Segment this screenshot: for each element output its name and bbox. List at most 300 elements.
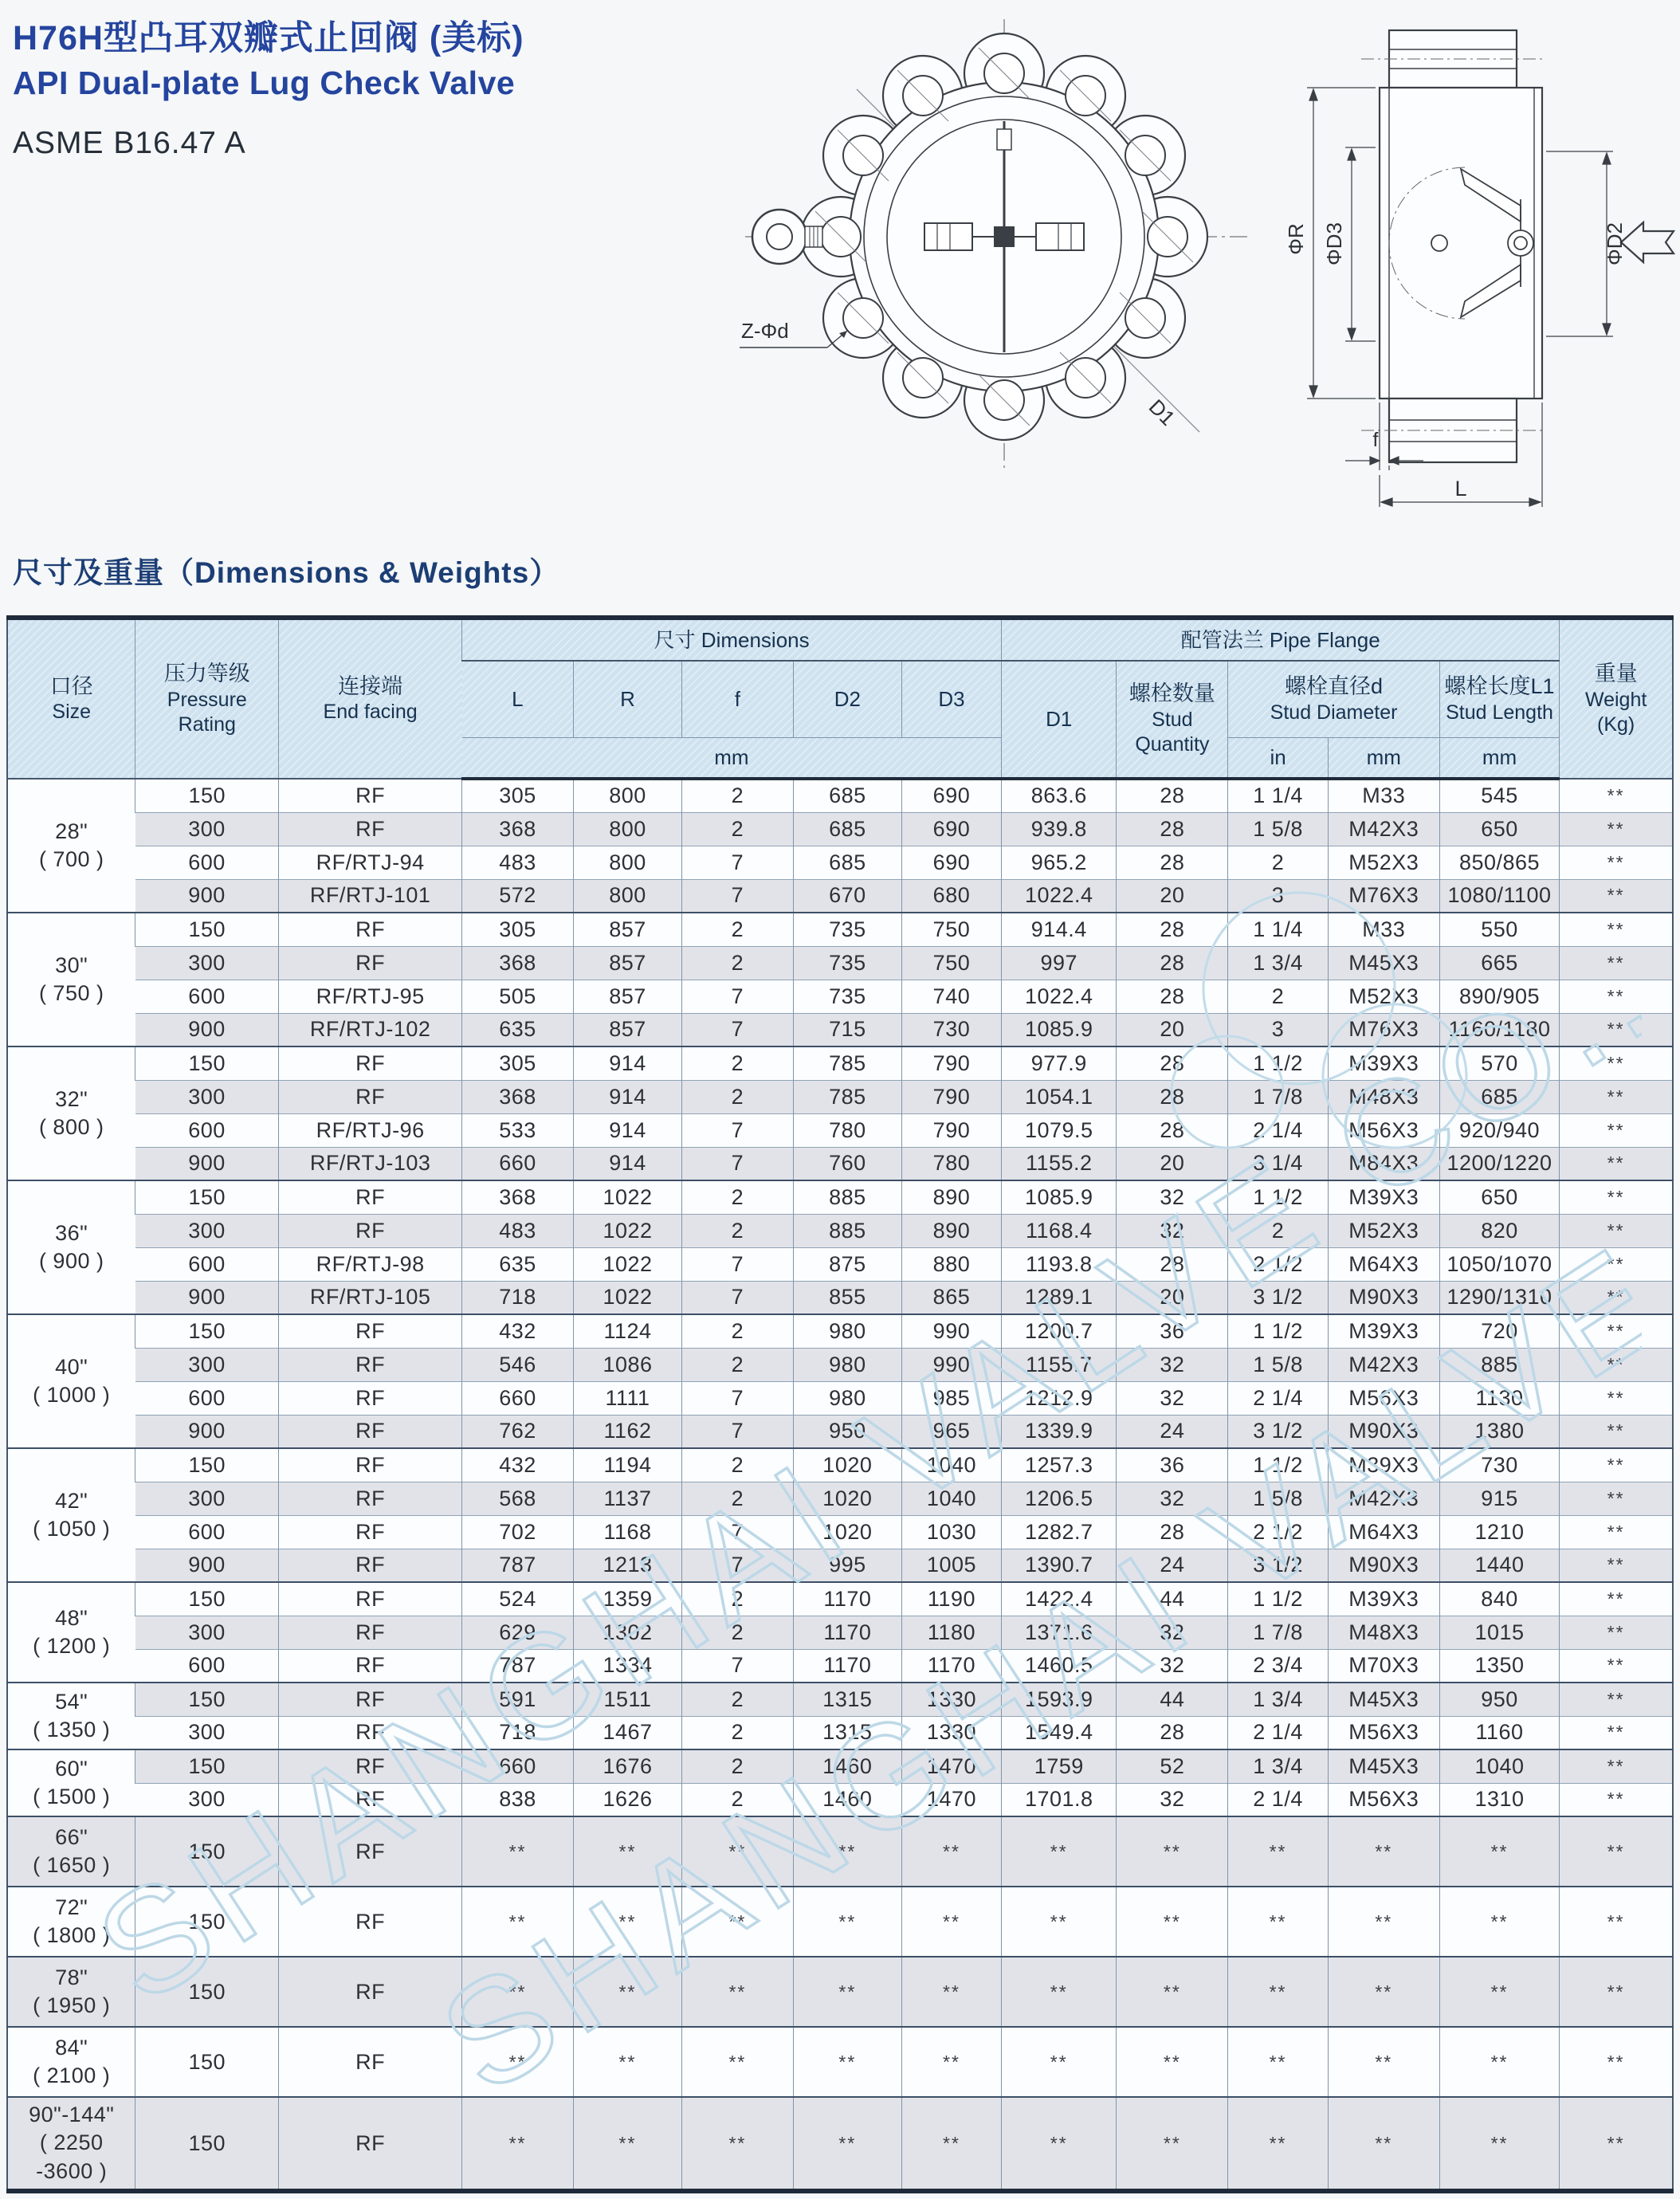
cell-stud-length: ** — [1439, 2097, 1559, 2191]
cell-pressure: 150 — [135, 1749, 279, 1783]
table-row — [7, 1113, 1673, 1147]
cell-dim-r: 857 — [574, 980, 682, 1013]
cell-dim-f: ** — [681, 2097, 793, 2191]
table-row — [7, 1415, 1673, 1448]
cell-dim-d2: 685 — [793, 846, 901, 879]
cell-stud-length: 665 — [1439, 946, 1559, 980]
page-title-en: API Dual-plate Lug Check Valve — [13, 65, 516, 101]
cell-dim-f: 2 — [681, 1683, 793, 1716]
cell-dim-d2: 1020 — [793, 1515, 901, 1549]
cell-stud-qty: ** — [1117, 1816, 1228, 1887]
cell-dim-d3: 965 — [901, 1415, 1001, 1448]
cell-stud-dia-mm: M48X3 — [1328, 1616, 1439, 1649]
cell-pressure: 300 — [135, 1616, 279, 1649]
cell-dim-l: 702 — [462, 1515, 574, 1549]
cell-dim-d3: 990 — [901, 1314, 1001, 1348]
table-row — [7, 1816, 1673, 1887]
cell-end-facing: RF — [279, 1046, 462, 1080]
cell-dim-l: 368 — [462, 812, 574, 846]
cell-stud-dia-mm: M42X3 — [1328, 1348, 1439, 1381]
cell-stud-dia-in: 3 1/2 — [1228, 1281, 1328, 1314]
cell-dim-r: 914 — [574, 1113, 682, 1147]
cell-stud-dia-mm: M39X3 — [1328, 1582, 1439, 1616]
cell-weight: ** — [1560, 1649, 1673, 1683]
cell-stud-dia-mm: M33 — [1328, 913, 1439, 946]
cell-stud-dia-mm: M52X3 — [1328, 980, 1439, 1013]
cell-stud-dia-mm: M33 — [1328, 779, 1439, 812]
cell-d1: 1022.4 — [1002, 879, 1117, 913]
header-stud-length: 螺栓长度L1 Stud Length — [1439, 661, 1559, 737]
header-pressure: 压力等级 Pressure Rating — [135, 618, 279, 779]
cell-weight: ** — [1560, 1281, 1673, 1314]
cell-dim-l: 368 — [462, 1180, 574, 1214]
header-col-d1: D1 — [1002, 661, 1117, 779]
cell-weight: ** — [1560, 1957, 1673, 2027]
cell-stud-qty: 32 — [1117, 1616, 1228, 1649]
cell-end-facing: RF — [279, 913, 462, 946]
header-dia-mm: mm — [1328, 737, 1439, 779]
size-cell: 48" ( 1200 ) — [7, 1582, 135, 1683]
cell-dim-r: 1137 — [574, 1482, 682, 1515]
cell-pressure: 300 — [135, 1783, 279, 1816]
table-row — [7, 1046, 1673, 1080]
cell-dim-d2: ** — [793, 1816, 901, 1887]
table-row — [7, 1482, 1673, 1515]
cell-dim-f: 7 — [681, 1147, 793, 1180]
cell-dim-f: 7 — [681, 1113, 793, 1147]
cell-stud-dia-mm: M39X3 — [1328, 1448, 1439, 1482]
cell-pressure: 150 — [135, 1046, 279, 1080]
cell-weight: ** — [1560, 1448, 1673, 1482]
cell-d1: 1339.9 — [1002, 1415, 1117, 1448]
cell-stud-dia-mm: M39X3 — [1328, 1046, 1439, 1080]
cell-weight: ** — [1560, 1314, 1673, 1348]
cell-stud-dia-in: ** — [1228, 1957, 1328, 2027]
cell-weight: ** — [1560, 1482, 1673, 1515]
cell-stud-dia-mm: M45X3 — [1328, 946, 1439, 980]
cell-dim-f: 7 — [681, 1649, 793, 1683]
cell-stud-qty: 28 — [1117, 1080, 1228, 1113]
cell-end-facing: RF — [279, 1616, 462, 1649]
cell-stud-dia-mm: ** — [1328, 2027, 1439, 2097]
cell-weight: ** — [1560, 1549, 1673, 1582]
cell-dim-r: 1162 — [574, 1415, 682, 1448]
table-row — [7, 2097, 1673, 2191]
table-row — [7, 1381, 1673, 1415]
table-row — [7, 779, 1673, 812]
cell-stud-qty: 28 — [1117, 946, 1228, 980]
cell-dim-d2: 1460 — [793, 1749, 901, 1783]
header-dims-unit: mm — [462, 737, 1002, 779]
cell-dim-l: 787 — [462, 1649, 574, 1683]
cell-end-facing: RF/RTJ-98 — [279, 1247, 462, 1281]
cell-end-facing: RF — [279, 1716, 462, 1749]
cell-stud-dia-in: 1 5/8 — [1228, 1482, 1328, 1515]
cell-d1: ** — [1002, 1816, 1117, 1887]
cell-dim-d2: 885 — [793, 1180, 901, 1214]
cell-pressure: 600 — [135, 1113, 279, 1147]
cell-stud-dia-mm: M70X3 — [1328, 1649, 1439, 1683]
cell-d1: 914.4 — [1002, 913, 1117, 946]
cell-dim-d3: 690 — [901, 812, 1001, 846]
cell-end-facing: RF — [279, 946, 462, 980]
cell-dim-l: ** — [462, 1887, 574, 1957]
cell-stud-dia-mm: M64X3 — [1328, 1247, 1439, 1281]
header-col-r: R — [574, 661, 682, 737]
size-cell: 66" ( 1650 ) — [7, 1816, 135, 1887]
cell-dim-d3: 1470 — [901, 1783, 1001, 1816]
cell-dim-d2: 1170 — [793, 1582, 901, 1616]
cell-dim-r: 1359 — [574, 1582, 682, 1616]
cell-dim-f: 2 — [681, 1749, 793, 1783]
cell-dim-l: 305 — [462, 1046, 574, 1080]
table-row — [7, 1348, 1673, 1381]
cell-end-facing: RF/RTJ-103 — [279, 1147, 462, 1180]
cell-end-facing: RF — [279, 1381, 462, 1415]
cell-stud-qty: 20 — [1117, 1147, 1228, 1180]
cell-stud-dia-in: ** — [1228, 1816, 1328, 1887]
cell-dim-d3: 1470 — [901, 1749, 1001, 1783]
cell-stud-qty: 32 — [1117, 1381, 1228, 1415]
cell-d1: 1022.4 — [1002, 980, 1117, 1013]
cell-d1: 1257.3 — [1002, 1448, 1117, 1482]
cell-stud-dia-mm: M76X3 — [1328, 1013, 1439, 1046]
cell-dim-f: 2 — [681, 1482, 793, 1515]
cell-stud-qty: 28 — [1117, 1515, 1228, 1549]
cell-end-facing: RF — [279, 2027, 462, 2097]
cell-end-facing: RF/RTJ-102 — [279, 1013, 462, 1046]
cell-dim-l: 629 — [462, 1616, 574, 1649]
cell-dim-f: ** — [681, 1887, 793, 1957]
cell-dim-d2: 685 — [793, 779, 901, 812]
cell-end-facing: RF — [279, 1957, 462, 2027]
cell-stud-length: 840 — [1439, 1582, 1559, 1616]
cell-stud-length: 885 — [1439, 1348, 1559, 1381]
cell-weight: ** — [1560, 1816, 1673, 1887]
table-row — [7, 879, 1673, 913]
header-len-mm: mm — [1439, 737, 1559, 779]
cell-dim-f: 7 — [681, 879, 793, 913]
cell-dim-f: 2 — [681, 1214, 793, 1247]
cell-stud-length: 550 — [1439, 913, 1559, 946]
cell-dim-r: 857 — [574, 913, 682, 946]
cell-stud-dia-in: 3 1/2 — [1228, 1549, 1328, 1582]
cell-dim-f: 2 — [681, 913, 793, 946]
cell-stud-dia-in: 2 1/4 — [1228, 1716, 1328, 1749]
cell-end-facing: RF — [279, 1749, 462, 1783]
cell-d1: 1212.9 — [1002, 1381, 1117, 1415]
cell-stud-dia-in: 1 1/2 — [1228, 1314, 1328, 1348]
cell-pressure: 900 — [135, 1013, 279, 1046]
cell-dim-f: ** — [681, 1816, 793, 1887]
cell-dim-l: ** — [462, 1816, 574, 1887]
cell-weight: ** — [1560, 1348, 1673, 1381]
cell-weight: ** — [1560, 1113, 1673, 1147]
cell-weight: ** — [1560, 1013, 1673, 1046]
cell-stud-qty: 28 — [1117, 913, 1228, 946]
cell-stud-dia-in: 2 1/2 — [1228, 1247, 1328, 1281]
cell-stud-dia-in: ** — [1228, 2097, 1328, 2191]
cell-d1: 1079.5 — [1002, 1113, 1117, 1147]
cell-dim-d3: 730 — [901, 1013, 1001, 1046]
watermark-text: SHANGHAI VALVE — [414, 1213, 1642, 2125]
cell-stud-dia-mm: M52X3 — [1328, 1214, 1439, 1247]
cell-stud-qty: 20 — [1117, 1013, 1228, 1046]
cell-stud-dia-in: 2 3/4 — [1228, 1649, 1328, 1683]
cell-stud-dia-mm: M39X3 — [1328, 1314, 1439, 1348]
cell-dim-l: ** — [462, 2027, 574, 2097]
cell-end-facing: RF — [279, 1783, 462, 1816]
cell-d1: 1168.4 — [1002, 1214, 1117, 1247]
cell-dim-l: 591 — [462, 1683, 574, 1716]
table-row — [7, 946, 1673, 980]
cell-pressure: 150 — [135, 1448, 279, 1482]
size-cell: 28" ( 700 ) — [7, 779, 135, 913]
cell-dim-d2: 735 — [793, 913, 901, 946]
cell-dim-f: 2 — [681, 946, 793, 980]
cell-weight: ** — [1560, 2027, 1673, 2097]
cell-dim-f: 2 — [681, 1180, 793, 1214]
cell-dim-l: 568 — [462, 1482, 574, 1515]
cell-dim-l: ** — [462, 2097, 574, 2191]
header-col-d2: D2 — [793, 661, 901, 737]
cell-stud-dia-mm: M48X3 — [1328, 1080, 1439, 1113]
cell-dim-d3: 1005 — [901, 1549, 1001, 1582]
cell-end-facing: RF — [279, 1314, 462, 1348]
cell-dim-l: 305 — [462, 913, 574, 946]
cell-stud-length: 1160 — [1439, 1716, 1559, 1749]
size-cell: 54" ( 1350 ) — [7, 1683, 135, 1749]
cell-stud-dia-mm: ** — [1328, 1816, 1439, 1887]
cell-dim-d3: 890 — [901, 1214, 1001, 1247]
cell-pressure: 300 — [135, 1482, 279, 1515]
cell-stud-dia-mm: M56X3 — [1328, 1113, 1439, 1147]
cell-weight: ** — [1560, 1046, 1673, 1080]
cell-dim-f: 2 — [681, 812, 793, 846]
cell-stud-length: 650 — [1439, 1180, 1559, 1214]
cell-pressure: 150 — [135, 1887, 279, 1957]
cell-stud-dia-in: 2 1/4 — [1228, 1381, 1328, 1415]
cell-end-facing: RF/RTJ-101 — [279, 879, 462, 913]
cell-dim-d2: ** — [793, 1887, 901, 1957]
cell-dim-f: 2 — [681, 1582, 793, 1616]
cell-dim-r: 1168 — [574, 1515, 682, 1549]
cell-pressure: 600 — [135, 1515, 279, 1549]
cell-dim-r: 914 — [574, 1046, 682, 1080]
cell-stud-dia-mm: M42X3 — [1328, 1482, 1439, 1515]
table-header — [7, 618, 1673, 779]
cell-stud-qty: ** — [1117, 2097, 1228, 2191]
cell-weight: ** — [1560, 1716, 1673, 1749]
cell-dim-d3: 780 — [901, 1147, 1001, 1180]
cell-stud-dia-mm: M42X3 — [1328, 812, 1439, 846]
cell-dim-f: 7 — [681, 1515, 793, 1549]
dim-label-phi-d2: ΦD2 — [1603, 222, 1627, 265]
watermark-text: SHANGHAI VALVE CO., — [70, 905, 1642, 2035]
cell-dim-d3: 985 — [901, 1381, 1001, 1415]
table-row — [7, 1013, 1673, 1046]
cell-dim-l: 660 — [462, 1381, 574, 1415]
size-cell: 78" ( 1950 ) — [7, 1957, 135, 2027]
table-row — [7, 1080, 1673, 1113]
cell-dim-d2: 1315 — [793, 1683, 901, 1716]
cell-dim-f: 2 — [681, 1314, 793, 1348]
cell-stud-dia-in: 2 1/4 — [1228, 1783, 1328, 1816]
cell-d1: 1085.9 — [1002, 1180, 1117, 1214]
cell-stud-length: 820 — [1439, 1214, 1559, 1247]
cell-dim-d3: ** — [901, 2097, 1001, 2191]
cell-dim-d2: 950 — [793, 1415, 901, 1448]
cell-dim-f: 2 — [681, 1716, 793, 1749]
cell-stud-dia-in: 2 — [1228, 846, 1328, 879]
table-row — [7, 980, 1673, 1013]
cell-end-facing: RF — [279, 779, 462, 812]
cell-stud-length: 1040 — [1439, 1749, 1559, 1783]
cell-weight: ** — [1560, 913, 1673, 946]
cell-pressure: 150 — [135, 1683, 279, 1716]
cell-dim-l: ** — [462, 1957, 574, 2027]
cell-weight: ** — [1560, 779, 1673, 812]
table-row — [7, 812, 1673, 846]
cell-end-facing: RF — [279, 1683, 462, 1716]
cell-dim-r: 800 — [574, 879, 682, 913]
cell-stud-length: 1210 — [1439, 1515, 1559, 1549]
cell-stud-dia-in: 1 1/4 — [1228, 779, 1328, 812]
cell-stud-dia-mm: M84X3 — [1328, 1147, 1439, 1180]
valve-front-view-drawing — [733, 10, 1259, 480]
table-row — [7, 1515, 1673, 1549]
cell-stud-dia-in: 3 — [1228, 879, 1328, 913]
table-body — [7, 779, 1673, 2191]
cell-stud-length: 720 — [1439, 1314, 1559, 1348]
cell-dim-d2: ** — [793, 1957, 901, 2027]
cell-weight: ** — [1560, 879, 1673, 913]
cell-weight: ** — [1560, 946, 1673, 980]
size-cell: 36" ( 900 ) — [7, 1180, 135, 1314]
cell-dim-l: 432 — [462, 1314, 574, 1348]
cell-stud-qty: 44 — [1117, 1582, 1228, 1616]
cell-dim-f: 7 — [681, 1415, 793, 1448]
cell-dim-r: 1302 — [574, 1616, 682, 1649]
cell-dim-l: 635 — [462, 1247, 574, 1281]
cell-dim-d2: 1460 — [793, 1783, 901, 1816]
cell-dim-r: 800 — [574, 812, 682, 846]
cell-stud-length: 650 — [1439, 812, 1559, 846]
cell-stud-qty: 28 — [1117, 980, 1228, 1013]
table-row — [7, 1957, 1673, 2027]
cell-stud-length: 1130 — [1439, 1381, 1559, 1415]
cell-weight: ** — [1560, 812, 1673, 846]
cell-dim-d3: 790 — [901, 1080, 1001, 1113]
cell-stud-qty: 28 — [1117, 1716, 1228, 1749]
table-row — [7, 1649, 1673, 1683]
cell-stud-qty: 20 — [1117, 879, 1228, 913]
cell-stud-length: 915 — [1439, 1482, 1559, 1515]
cell-dim-f: 2 — [681, 1080, 793, 1113]
table-row — [7, 1887, 1673, 1957]
cell-dim-d2: 1170 — [793, 1616, 901, 1649]
cell-weight: ** — [1560, 1247, 1673, 1281]
cell-pressure: 300 — [135, 1716, 279, 1749]
cell-dim-d2: 875 — [793, 1247, 901, 1281]
cell-dim-l: 718 — [462, 1716, 574, 1749]
cell-stud-dia-mm: M52X3 — [1328, 846, 1439, 879]
cell-stud-length: 1200/1220 — [1439, 1147, 1559, 1180]
table-row — [7, 1749, 1673, 1783]
table-row — [7, 1549, 1673, 1582]
cell-d1: 1701.8 — [1002, 1783, 1117, 1816]
cell-dim-l: 660 — [462, 1147, 574, 1180]
dim-label-phi-d3: ΦD3 — [1322, 222, 1346, 265]
cell-dim-d3: ** — [901, 2027, 1001, 2097]
cell-dim-l: 483 — [462, 846, 574, 879]
cell-stud-qty: ** — [1117, 1887, 1228, 1957]
header-dimensions-group: 尺寸 Dimensions — [462, 618, 1002, 661]
cell-d1: 1593.9 — [1002, 1683, 1117, 1716]
cell-dim-r: 857 — [574, 1013, 682, 1046]
cell-stud-length: 1310 — [1439, 1783, 1559, 1816]
cell-dim-l: 305 — [462, 779, 574, 812]
header-size: 口径 Size — [7, 618, 135, 779]
cell-dim-d2: 785 — [793, 1046, 901, 1080]
cell-stud-length: 920/940 — [1439, 1113, 1559, 1147]
cell-d1: 1155.2 — [1002, 1147, 1117, 1180]
standard-ref: ASME B16.47 A — [13, 126, 246, 160]
cell-pressure: 600 — [135, 846, 279, 879]
cell-dim-d3: ** — [901, 1887, 1001, 1957]
cell-dim-f: 7 — [681, 1381, 793, 1415]
cell-pressure: 900 — [135, 1147, 279, 1180]
cell-weight: ** — [1560, 1147, 1673, 1180]
cell-dim-l: 524 — [462, 1582, 574, 1616]
cell-pressure: 300 — [135, 1080, 279, 1113]
cell-stud-qty: ** — [1117, 2027, 1228, 2097]
cell-dim-l: 483 — [462, 1214, 574, 1247]
cell-end-facing: RF — [279, 1080, 462, 1113]
cell-stud-dia-in: 1 1/2 — [1228, 1180, 1328, 1214]
cell-dim-f: 7 — [681, 980, 793, 1013]
header-col-f: f — [681, 661, 793, 737]
cell-dim-d2: 885 — [793, 1214, 901, 1247]
table-row — [7, 2027, 1673, 2097]
cell-dim-f: 2 — [681, 1783, 793, 1816]
cell-stud-dia-mm: M76X3 — [1328, 879, 1439, 913]
cell-dim-d2: 1020 — [793, 1448, 901, 1482]
cell-d1: 997 — [1002, 946, 1117, 980]
cell-end-facing: RF — [279, 2097, 462, 2191]
cell-d1: 1193.8 — [1002, 1247, 1117, 1281]
cell-dim-l: 572 — [462, 879, 574, 913]
cell-dim-f: 2 — [681, 1046, 793, 1080]
cell-pressure: 150 — [135, 1957, 279, 2027]
dim-label-l: L — [1454, 477, 1467, 501]
cell-pressure: 900 — [135, 879, 279, 913]
cell-stud-length: 570 — [1439, 1046, 1559, 1080]
table-row — [7, 1180, 1673, 1214]
cell-stud-dia-in: 1 7/8 — [1228, 1080, 1328, 1113]
cell-stud-dia-mm: ** — [1328, 1887, 1439, 1957]
cell-dim-d2: 735 — [793, 980, 901, 1013]
cell-dim-l: 546 — [462, 1348, 574, 1381]
cell-end-facing: RF — [279, 1887, 462, 1957]
cell-dim-d3: ** — [901, 1816, 1001, 1887]
cell-dim-d2: 980 — [793, 1314, 901, 1348]
valve-side-view-drawing — [1266, 0, 1676, 518]
header-dia-in: in — [1228, 737, 1328, 779]
cell-dim-r: 1626 — [574, 1783, 682, 1816]
cell-pressure: 300 — [135, 1348, 279, 1381]
cell-stud-length: 1050/1070 — [1439, 1247, 1559, 1281]
